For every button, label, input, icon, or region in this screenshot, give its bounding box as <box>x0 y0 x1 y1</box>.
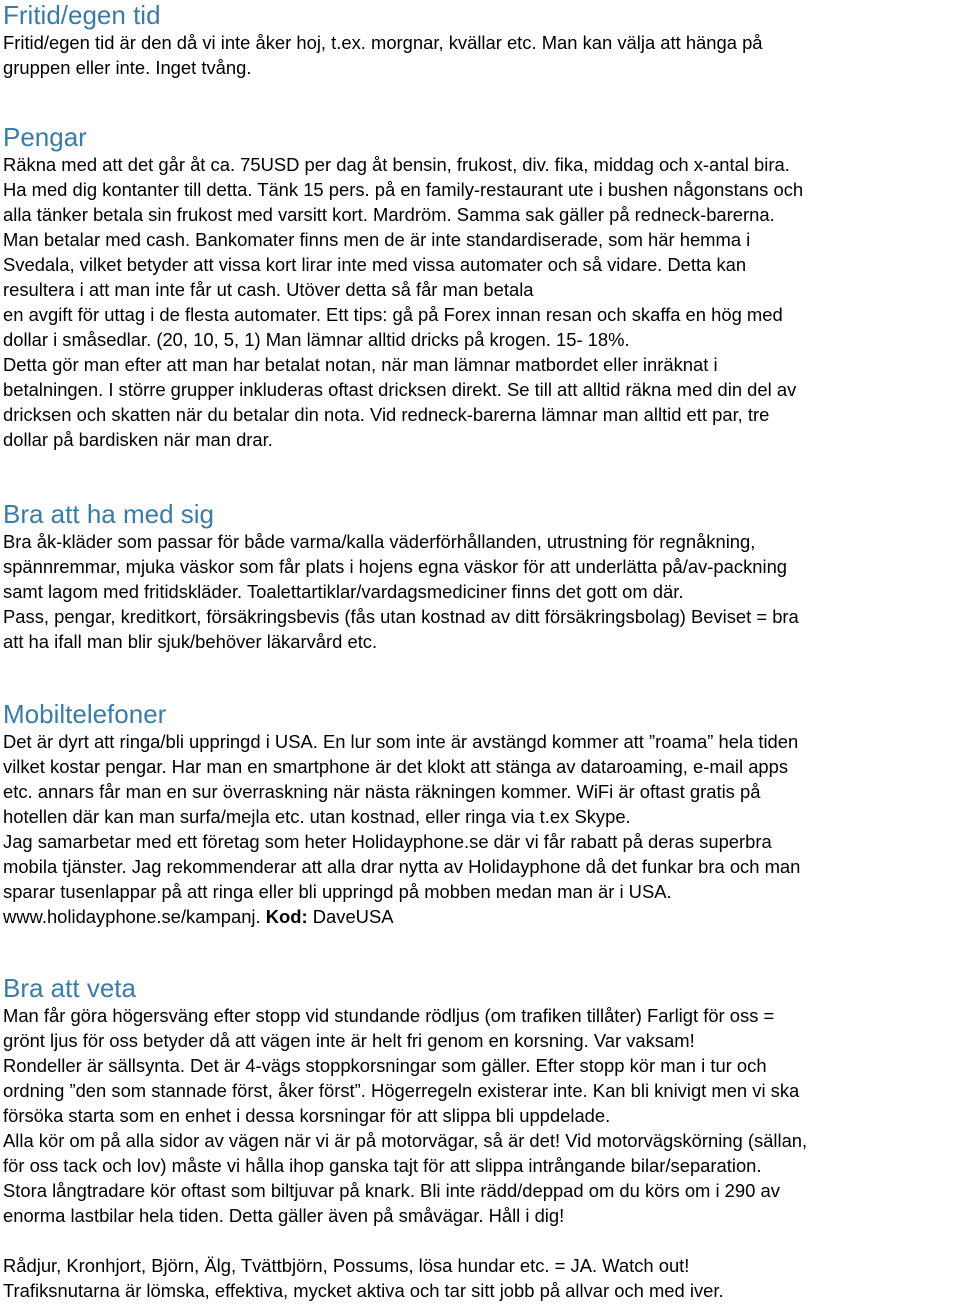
text-line: grönt ljus för oss betyder då att vägen inte är helt fri genom en korsning. Var vaksam! <box>3 1030 695 1051</box>
text-line: spännremmar, mjuka väskor som får plats i hojens egna väskor för att underlätta på/av-packning <box>3 556 788 577</box>
kampanj-url: www.holidayphone.se/kampanj. <box>3 906 261 927</box>
heading-bra-att-ha: Bra att ha med sig <box>3 499 214 529</box>
text-line: hotellen där kan man surfa/mejla etc. utan kostnad, eller ringa via t.ex Skype. <box>3 806 631 827</box>
text-line: gruppen eller inte. Inget tvång. <box>3 57 252 78</box>
kampanj-line <box>3 904 800 929</box>
text-line: enorma lastbilar hela tiden. Detta gäller även på småvägar. Håll i dig! <box>3 1205 565 1226</box>
paragraph-mobil <box>3 729 800 929</box>
text-line: dollar på bardisken när man drar. <box>3 429 273 450</box>
heading-fritid: Fritid/egen tid <box>3 0 161 30</box>
section-bra-att-veta <box>3 973 807 1303</box>
paragraph-fritid <box>3 30 763 80</box>
text-line: för oss tack och lov) måste vi hålla ihop ganska tajt för att slippa intrångande bilar/separation. <box>3 1155 762 1176</box>
heading-bra-att-veta: Bra att veta <box>3 973 136 1003</box>
text-line: Det är dyrt att ringa/bli uppringd i USA. En lur som inte är avstängd kommer att ”roama” hela tiden <box>3 731 799 752</box>
paragraph-gap <box>3 1228 807 1253</box>
paragraph-bra-att-veta <box>3 1003 807 1303</box>
kod-value: DaveUSA <box>312 906 394 927</box>
section-fritid <box>3 0 763 80</box>
text-line: att ha ifall man blir sjuk/behöver läkarvård etc. <box>3 631 378 652</box>
section-pengar <box>3 122 803 452</box>
text-line: Jag samarbetar med ett företag som heter Holidayphone.se där vi får rabatt på deras superbra <box>3 831 772 852</box>
paragraph-pengar <box>3 152 803 452</box>
text-line: Trafiksnutarna är lömska, effektiva, mycket aktiva och tar sitt jobb på allvar och med iver. <box>3 1280 724 1301</box>
text-line: Pass, pengar, kreditkort, försäkringsbevis (fås utan kostnad av ditt försäkringsbolag) Beviset = bra <box>3 606 799 627</box>
text-line: Fritid/egen tid är den då vi inte åker hoj, t.ex. morgnar, kvällar etc. Man kan välja att hänga på <box>3 32 763 53</box>
text-line: mobila tjänster. Jag rekommenderar att alla drar nytta av Holidayphone då det funkar bra och man <box>3 856 801 877</box>
text-line: en avgift för uttag i de flesta automater. Ett tips: gå på Forex innan resan och skaffa en hög med <box>3 304 783 325</box>
kod-label: Kod: <box>265 906 308 927</box>
text-line: Alla kör om på alla sidor av vägen när vi är på motorvägar, så är det! Vid motorvägskörning (sällan, <box>3 1130 808 1151</box>
text-line: alla tänker betala sin frukost med varsitt kort. Mardröm. Samma sak gäller på redneck-barerna. <box>3 204 775 225</box>
text-line: dricksen och skatten när du betalar din nota. Vid redneck-barerna lämnar man alltid ett par, tre <box>3 404 770 425</box>
text-line: Stora långtradare kör oftast som biltjuvar på knark. Bli inte rädd/deppad om du körs om i 290 av <box>3 1180 780 1201</box>
text-line: försöka starta som en enhet i dessa korsningar för att slippa bli uppdelade. <box>3 1105 611 1126</box>
text-line: ordning ”den som stannade först, åker först”. Högerregeln existerar inte. Kan bli knivigt men vi ska <box>3 1080 800 1101</box>
section-mobil <box>3 699 800 929</box>
text-line: Ha med dig kontanter till detta. Tänk 15 pers. på en family-restaurant ute i bushen någonstans och <box>3 179 804 200</box>
section-bra-att-ha <box>3 499 799 654</box>
text-line: Man får göra högersväng efter stopp vid stundande rödljus (om trafiken tillåter) Farligt för oss = <box>3 1005 775 1026</box>
paragraph-bra-att-ha <box>3 529 799 654</box>
text-line: vilket kostar pengar. Har man en smartphone är det klokt att stänga av dataroaming, e-mail apps <box>3 756 789 777</box>
text-line: samt lagom med fritidskläder. Toalettartiklar/vardagsmediciner finns det gott om där. <box>3 581 684 602</box>
heading-pengar: Pengar <box>3 122 87 152</box>
heading-mobil: Mobiltelefoner <box>3 699 167 729</box>
text-line: Räkna med att det går åt ca. 75USD per dag åt bensin, frukost, div. fika, middag och x-antal bira. <box>3 154 790 175</box>
text-line: Man betalar med cash. Bankomater finns men de är inte standardiserade, som här hemma i <box>3 229 751 250</box>
text-line: Svedala, vilket betyder att vissa kort lirar inte med vissa automater och så vidare. Detta kan <box>3 254 747 275</box>
text-line: betalningen. I större grupper inkluderas oftast dricksen direkt. Se till att alltid räkna med din del av <box>3 379 797 400</box>
text-line: etc. annars får man en sur överraskning när nästa räkningen kommer. WiFi är oftast gratis på <box>3 781 761 802</box>
text-line: Bra åk-kläder som passar för både varma/kalla väderförhållanden, utrustning för regnåkning, <box>3 531 756 552</box>
text-line: Detta gör man efter att man har betalat notan, när man lämnar matbordet eller inräknat i <box>3 354 718 375</box>
text-line: sparar tusenlappar på att ringa eller bli uppringd på mobben medan man är i USA. <box>3 881 672 902</box>
text-line: dollar i småsedlar. (20, 10, 5, 1) Man lämnar alltid dricks på krogen. 15- 18%. <box>3 329 630 350</box>
text-line: Rådjur, Kronhjort, Björn, Älg, Tvättbjörn, Possums, lösa hundar etc. = JA. Watch out! <box>3 1255 690 1276</box>
text-line: resultera i att man inte får ut cash. Utöver detta så får man betala <box>3 279 534 300</box>
text-line: Rondeller är sällsynta. Det är 4-vägs stoppkorsningar som gäller. Efter stopp kör man i tur och <box>3 1055 767 1076</box>
